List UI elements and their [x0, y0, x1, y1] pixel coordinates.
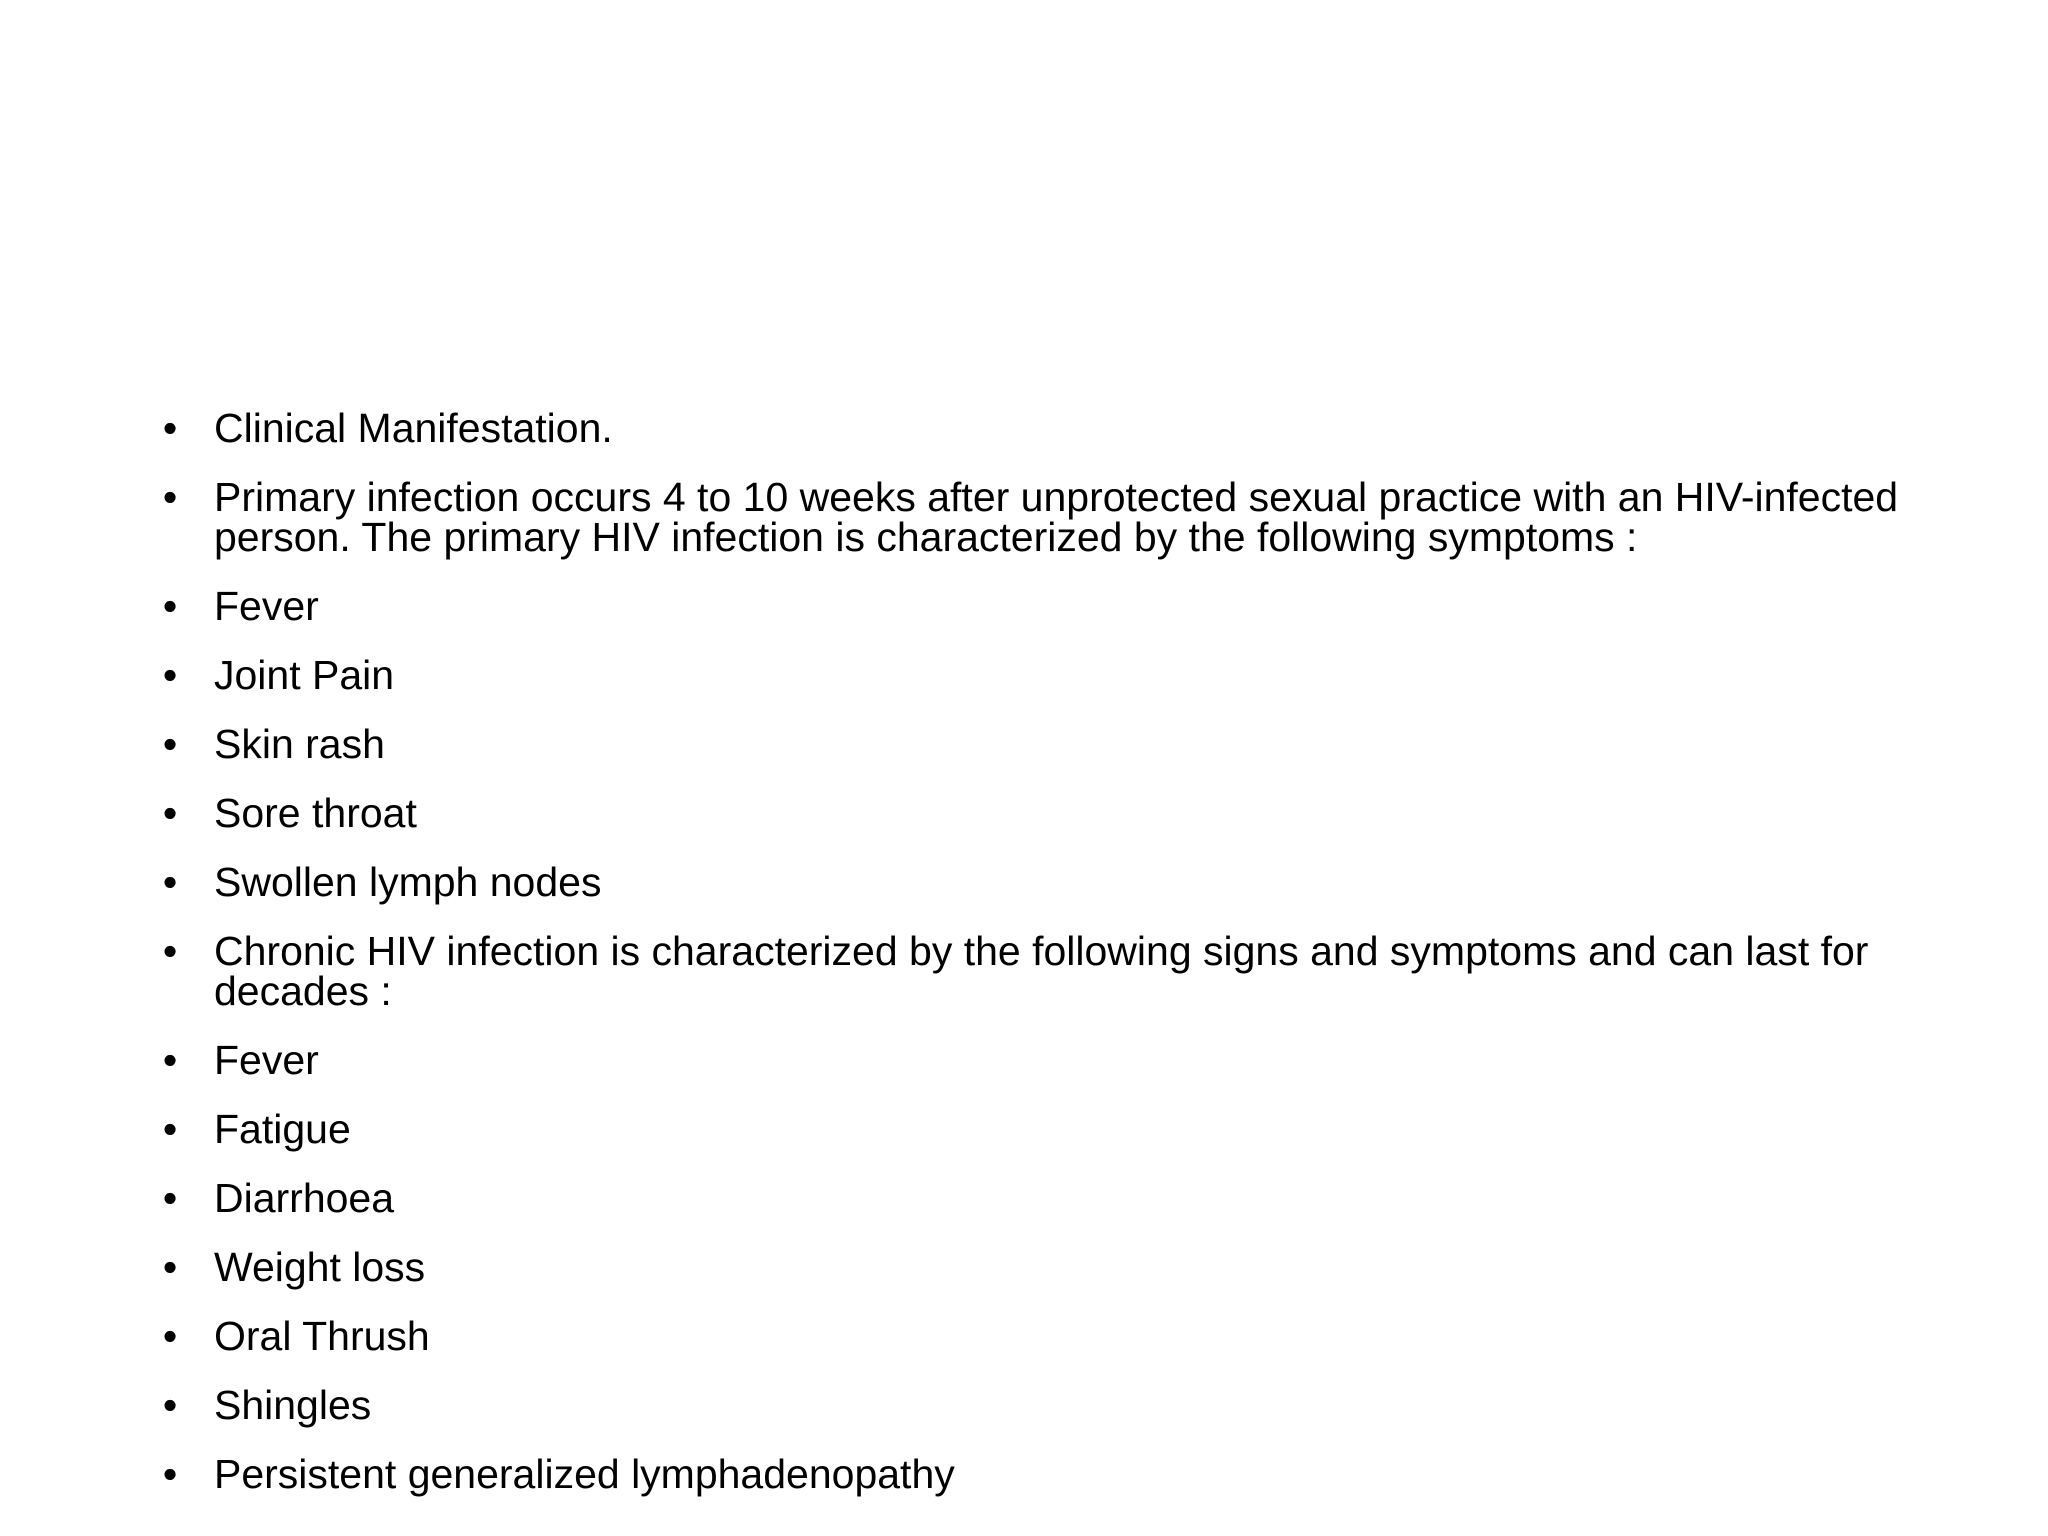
- list-item-text: Chronic HIV infection is characterized by the following signs and symptoms and can last for decades :: [214, 928, 1869, 1014]
- list-item-text: Shingles: [214, 1382, 372, 1428]
- list-item-text: Oral Thrush: [214, 1313, 430, 1359]
- bullet-icon: •: [162, 1313, 178, 1359]
- list-item: [160, 928, 1920, 1014]
- bullet-icon: •: [162, 405, 178, 451]
- list-item: [160, 583, 1920, 629]
- bullet-icon: •: [162, 1382, 178, 1428]
- list-item-text: Sore throat: [214, 790, 417, 836]
- list-item: [160, 652, 1920, 698]
- list-item: [160, 859, 1920, 905]
- list-item: [160, 405, 1920, 451]
- list-item: [160, 1244, 1920, 1290]
- list-item-text: Fever: [214, 583, 319, 629]
- bullet-icon: •: [162, 790, 178, 836]
- list-item-text: Skin rash: [214, 721, 385, 767]
- list-item: [160, 1382, 1920, 1428]
- bullet-icon: •: [162, 583, 178, 629]
- list-item: [160, 1106, 1920, 1152]
- bullet-icon: •: [162, 859, 178, 905]
- list-item-text: Swollen lymph nodes: [214, 859, 602, 905]
- bullet-icon: •: [162, 1451, 178, 1497]
- list-item-text: Fever: [214, 1037, 319, 1083]
- list-item-text: Joint Pain: [214, 652, 395, 698]
- list-item: [160, 790, 1920, 836]
- list-item-text: Weight loss: [214, 1244, 426, 1290]
- list-item-text: Primary infection occurs 4 to 10 weeks after unprotected sexual practice with an HIV-infected person. The primary HIV infection is characterized by the following symptoms :: [214, 474, 1899, 560]
- bullet-icon: •: [162, 1244, 178, 1290]
- bullet-icon: •: [162, 652, 178, 698]
- bullet-icon: •: [162, 928, 178, 974]
- list-item: [160, 1037, 1920, 1083]
- bullet-icon: •: [162, 1175, 178, 1221]
- list-item: [160, 1175, 1920, 1221]
- list-item: [160, 474, 1920, 560]
- list-item: [160, 721, 1920, 767]
- list-item-text: Clinical Manifestation.: [214, 405, 613, 451]
- list-item: [160, 1313, 1920, 1359]
- bullet-icon: •: [162, 1037, 178, 1083]
- bullet-icon: •: [162, 474, 178, 520]
- list-item-text: Fatigue: [214, 1106, 351, 1152]
- bullet-list: [160, 405, 1920, 1523]
- bullet-icon: •: [162, 721, 178, 767]
- list-item-text: Diarrhoea: [214, 1175, 395, 1221]
- bullet-icon: •: [162, 1106, 178, 1152]
- list-item-text: Persistent generalized lymphadenopathy: [214, 1451, 955, 1497]
- list-item: [160, 1451, 1920, 1497]
